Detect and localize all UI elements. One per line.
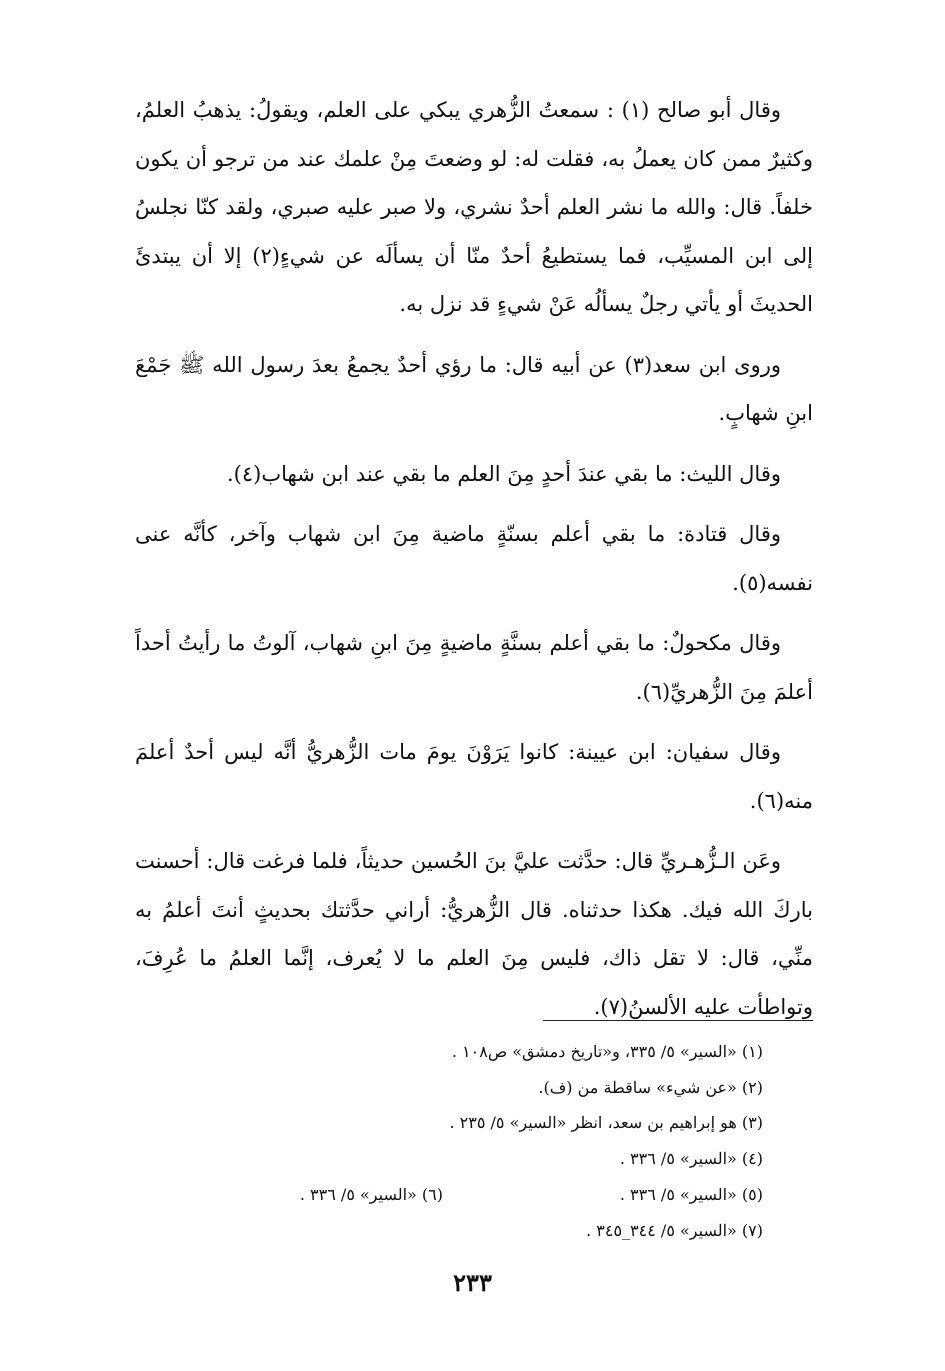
footnote-6: (٦) «السير» ٥/ ٣٣٦ . bbox=[299, 1184, 443, 1204]
main-text bbox=[135, 86, 813, 1043]
page-number: ٢٣٣ bbox=[453, 1268, 492, 1297]
paragraph-makhul: وقال مكحولٌ: ما بقي أعلم بسنَّةٍ ماضيةٍ مِنَ ابنِ شهاب، آلوتُ ما رأيتُ أحداً أعلمَ مِنَ الزُّهريِّ(٦). bbox=[135, 631, 813, 704]
paragraph-sufyan: وقال سفيان: ابن عيينة: كانوا يَرَوْنَ يومَ مات الزُّهريُّ أنَّه ليس أحدٌ أعلمَ منه(٦). bbox=[135, 740, 813, 813]
footnote-row bbox=[183, 1070, 763, 1106]
footnote-row bbox=[183, 1213, 763, 1249]
footnote-5: (٥) «السير» ٥/ ٣٣٦ . bbox=[619, 1184, 763, 1204]
paragraph-al-layth: وقال الليث: ما بقي عندَ أحدٍ مِنَ العلم ما بقي عند ابن شهاب(٤). bbox=[227, 461, 781, 486]
footnote-2: (٢) «عن شيء» ساقطة من (ف). bbox=[538, 1077, 763, 1097]
footnote-1: (١) «السير» ٥/ ٣٣٥، و«تاريخ دمشق» ص١٠٨ . bbox=[451, 1042, 763, 1061]
footnote-row bbox=[183, 1177, 763, 1213]
footnote-4: (٤) «السير» ٥/ ٣٣٦ . bbox=[619, 1149, 763, 1169]
footnote-3: (٣) هو إبراهيم بن سعد، انظر «السير» ٥/ ٢٣٥ . bbox=[449, 1113, 763, 1133]
paragraph-zuhri-hadith: وعَن الـزُّهـريِّ قال: حدَّثت عليَّ بنَ الحُسين حديثاً، فلما فرغت قال: أحسنت باركَ الله فيك. هكذا حدثناه. قال الزُّهريُّ: أراني حدَّثتك بحديثٍ أنتَ أعلمُ به منِّي، قال: لا تقل ذاك، فليس مِنَ العلم ما لا يُعرف، إنَّما العلمُ ما عُرِفَ، وتواطأت عليه الألسنُ(٧). bbox=[135, 849, 813, 1019]
footnote-row bbox=[183, 1141, 763, 1177]
footnote-divider bbox=[543, 1020, 813, 1021]
footnote-7: (٧) «السير» ٥/ ٣٤٤_٣٤٥ . bbox=[586, 1220, 763, 1240]
paragraph-qatada: وقال قتادة: ما بقي أعلم بسنّةٍ ماضية مِنَ ابن شهاب وآخر، كأنَّه عنى نفسه(٥). bbox=[135, 522, 813, 595]
footnote-row bbox=[183, 1105, 763, 1141]
footnote-row bbox=[183, 1034, 763, 1070]
footnotes bbox=[183, 1034, 763, 1248]
paragraph-ibn-saad: وروى ابن سعد(٣) عن أبيه قال: ما رؤي أحدٌ يجمعُ بعدَ رسول الله ﷺ جَمْعَ ابنِ شهابٍ. bbox=[135, 352, 813, 425]
paragraph-abu-salih: وقال أبو صالح (١) : سمعتُ الزُّهري يبكي على العلم، ويقولُ: يذهبُ العلمُ، وكثيرٌ ممن كان يعملُ به، فقلت له: لو وضعتَ مِنْ علمك عند من ترجو أن يكون خلفاً. قال: والله ما نشر العلم أحدٌ نشري، ولا صبر عليه صبري، ولقد كنّا نجلسُ إلى ابن المسيِّب، فما يستطيعُ أحدٌ منّا أن يسألَه عن شيءٍ(٢) إلا أن يبتدئَ الحديثَ أو يأتي رجلٌ يسألُه عَنْ شيءٍ قد نزل به. bbox=[135, 98, 813, 316]
